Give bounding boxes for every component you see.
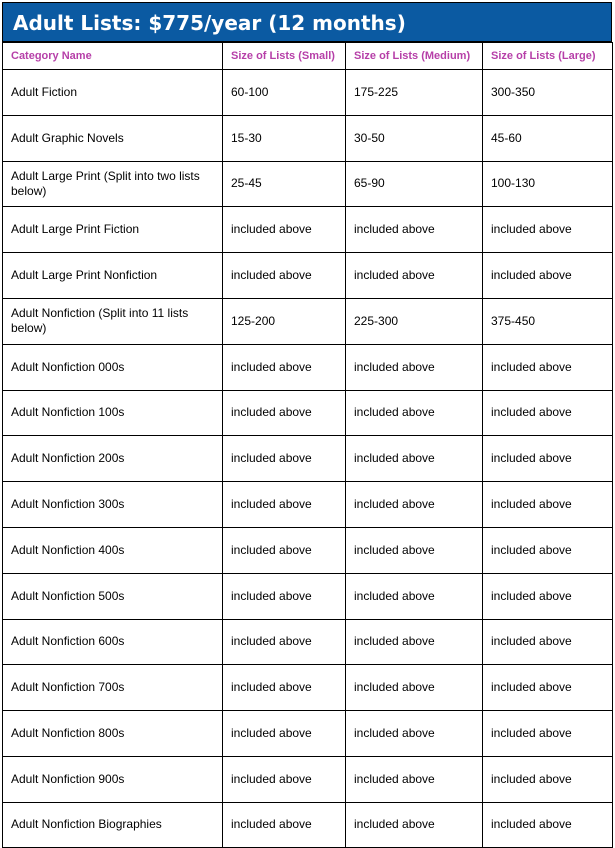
cell-category: Adult Large Print Fiction bbox=[3, 207, 223, 253]
table-row bbox=[3, 207, 613, 253]
cell-size-large: included above bbox=[483, 344, 613, 390]
column-header-large: Size of Lists (Large) bbox=[483, 43, 613, 70]
cell-size-small: included above bbox=[223, 665, 346, 711]
cell-size-small: 15-30 bbox=[223, 115, 346, 161]
cell-size-large: included above bbox=[483, 711, 613, 757]
cell-category: Adult Fiction bbox=[3, 70, 223, 116]
cell-size-small: included above bbox=[223, 711, 346, 757]
cell-size-small: included above bbox=[223, 573, 346, 619]
cell-size-small: included above bbox=[223, 253, 346, 299]
cell-size-large: included above bbox=[483, 756, 613, 802]
cell-size-large: included above bbox=[483, 665, 613, 711]
cell-category: Adult Nonfiction Biographies bbox=[3, 802, 223, 847]
table-row bbox=[3, 161, 613, 207]
table-row bbox=[3, 344, 613, 390]
cell-size-medium: included above bbox=[346, 756, 483, 802]
cell-size-medium: included above bbox=[346, 802, 483, 847]
cell-category: Adult Nonfiction 500s bbox=[3, 573, 223, 619]
cell-size-small: included above bbox=[223, 482, 346, 528]
cell-size-medium: included above bbox=[346, 436, 483, 482]
table-row bbox=[3, 70, 613, 116]
cell-size-large: included above bbox=[483, 253, 613, 299]
table-row bbox=[3, 756, 613, 802]
column-header-category: Category Name bbox=[3, 43, 223, 70]
cell-category: Adult Nonfiction 400s bbox=[3, 527, 223, 573]
cell-size-large: included above bbox=[483, 527, 613, 573]
cell-size-large: included above bbox=[483, 482, 613, 528]
column-header-medium: Size of Lists (Medium) bbox=[346, 43, 483, 70]
cell-size-medium: included above bbox=[346, 253, 483, 299]
cell-size-large: 300-350 bbox=[483, 70, 613, 116]
cell-size-medium: included above bbox=[346, 207, 483, 253]
cell-category: Adult Nonfiction 700s bbox=[3, 665, 223, 711]
cell-category: Adult Large Print (Split into two lists below) bbox=[3, 161, 223, 207]
cell-category: Adult Nonfiction 800s bbox=[3, 711, 223, 757]
cell-size-medium: 30-50 bbox=[346, 115, 483, 161]
cell-size-small: 125-200 bbox=[223, 298, 346, 344]
cell-size-large: included above bbox=[483, 619, 613, 665]
cell-size-small: 25-45 bbox=[223, 161, 346, 207]
cell-size-medium: included above bbox=[346, 711, 483, 757]
table-row bbox=[3, 619, 613, 665]
cell-size-small: included above bbox=[223, 436, 346, 482]
cell-size-large: 45-60 bbox=[483, 115, 613, 161]
cell-size-large: included above bbox=[483, 802, 613, 847]
cell-size-small: included above bbox=[223, 390, 346, 436]
cell-category: Adult Graphic Novels bbox=[3, 115, 223, 161]
cell-size-large: included above bbox=[483, 390, 613, 436]
cell-category: Adult Nonfiction 100s bbox=[3, 390, 223, 436]
table-row bbox=[3, 711, 613, 757]
cell-size-small: 60-100 bbox=[223, 70, 346, 116]
cell-size-large: 375-450 bbox=[483, 298, 613, 344]
table-row bbox=[3, 802, 613, 847]
cell-category: Adult Nonfiction (Split into 11 lists below) bbox=[3, 298, 223, 344]
cell-size-small: included above bbox=[223, 619, 346, 665]
column-header-small: Size of Lists (Small) bbox=[223, 43, 346, 70]
cell-category: Adult Nonfiction 900s bbox=[3, 756, 223, 802]
cell-size-medium: included above bbox=[346, 344, 483, 390]
cell-size-small: included above bbox=[223, 344, 346, 390]
cell-size-small: included above bbox=[223, 207, 346, 253]
cell-size-large: included above bbox=[483, 436, 613, 482]
cell-size-medium: 65-90 bbox=[346, 161, 483, 207]
table-row bbox=[3, 527, 613, 573]
cell-size-medium: included above bbox=[346, 390, 483, 436]
price-table-sheet bbox=[2, 2, 612, 848]
table-row bbox=[3, 390, 613, 436]
cell-size-medium: included above bbox=[346, 482, 483, 528]
cell-size-medium: included above bbox=[346, 665, 483, 711]
table-row bbox=[3, 436, 613, 482]
table-row bbox=[3, 115, 613, 161]
table-row bbox=[3, 573, 613, 619]
table-row bbox=[3, 298, 613, 344]
cell-category: Adult Nonfiction 000s bbox=[3, 344, 223, 390]
table-row bbox=[3, 253, 613, 299]
cell-size-large: 100-130 bbox=[483, 161, 613, 207]
cell-size-medium: 225-300 bbox=[346, 298, 483, 344]
cell-size-large: included above bbox=[483, 207, 613, 253]
table-row bbox=[3, 482, 613, 528]
cell-size-medium: included above bbox=[346, 619, 483, 665]
cell-size-medium: included above bbox=[346, 527, 483, 573]
cell-size-small: included above bbox=[223, 756, 346, 802]
cell-size-small: included above bbox=[223, 802, 346, 847]
cell-category: Adult Nonfiction 600s bbox=[3, 619, 223, 665]
page-title: Adult Lists: $775/year (12 months) bbox=[2, 2, 612, 42]
cell-size-small: included above bbox=[223, 527, 346, 573]
header-row bbox=[3, 43, 613, 70]
table-body bbox=[3, 70, 613, 848]
cell-category: Adult Large Print Nonfiction bbox=[3, 253, 223, 299]
cell-size-medium: included above bbox=[346, 573, 483, 619]
cell-size-large: included above bbox=[483, 573, 613, 619]
lists-table bbox=[2, 42, 613, 848]
cell-size-medium: 175-225 bbox=[346, 70, 483, 116]
cell-category: Adult Nonfiction 300s bbox=[3, 482, 223, 528]
table-row bbox=[3, 665, 613, 711]
cell-category: Adult Nonfiction 200s bbox=[3, 436, 223, 482]
